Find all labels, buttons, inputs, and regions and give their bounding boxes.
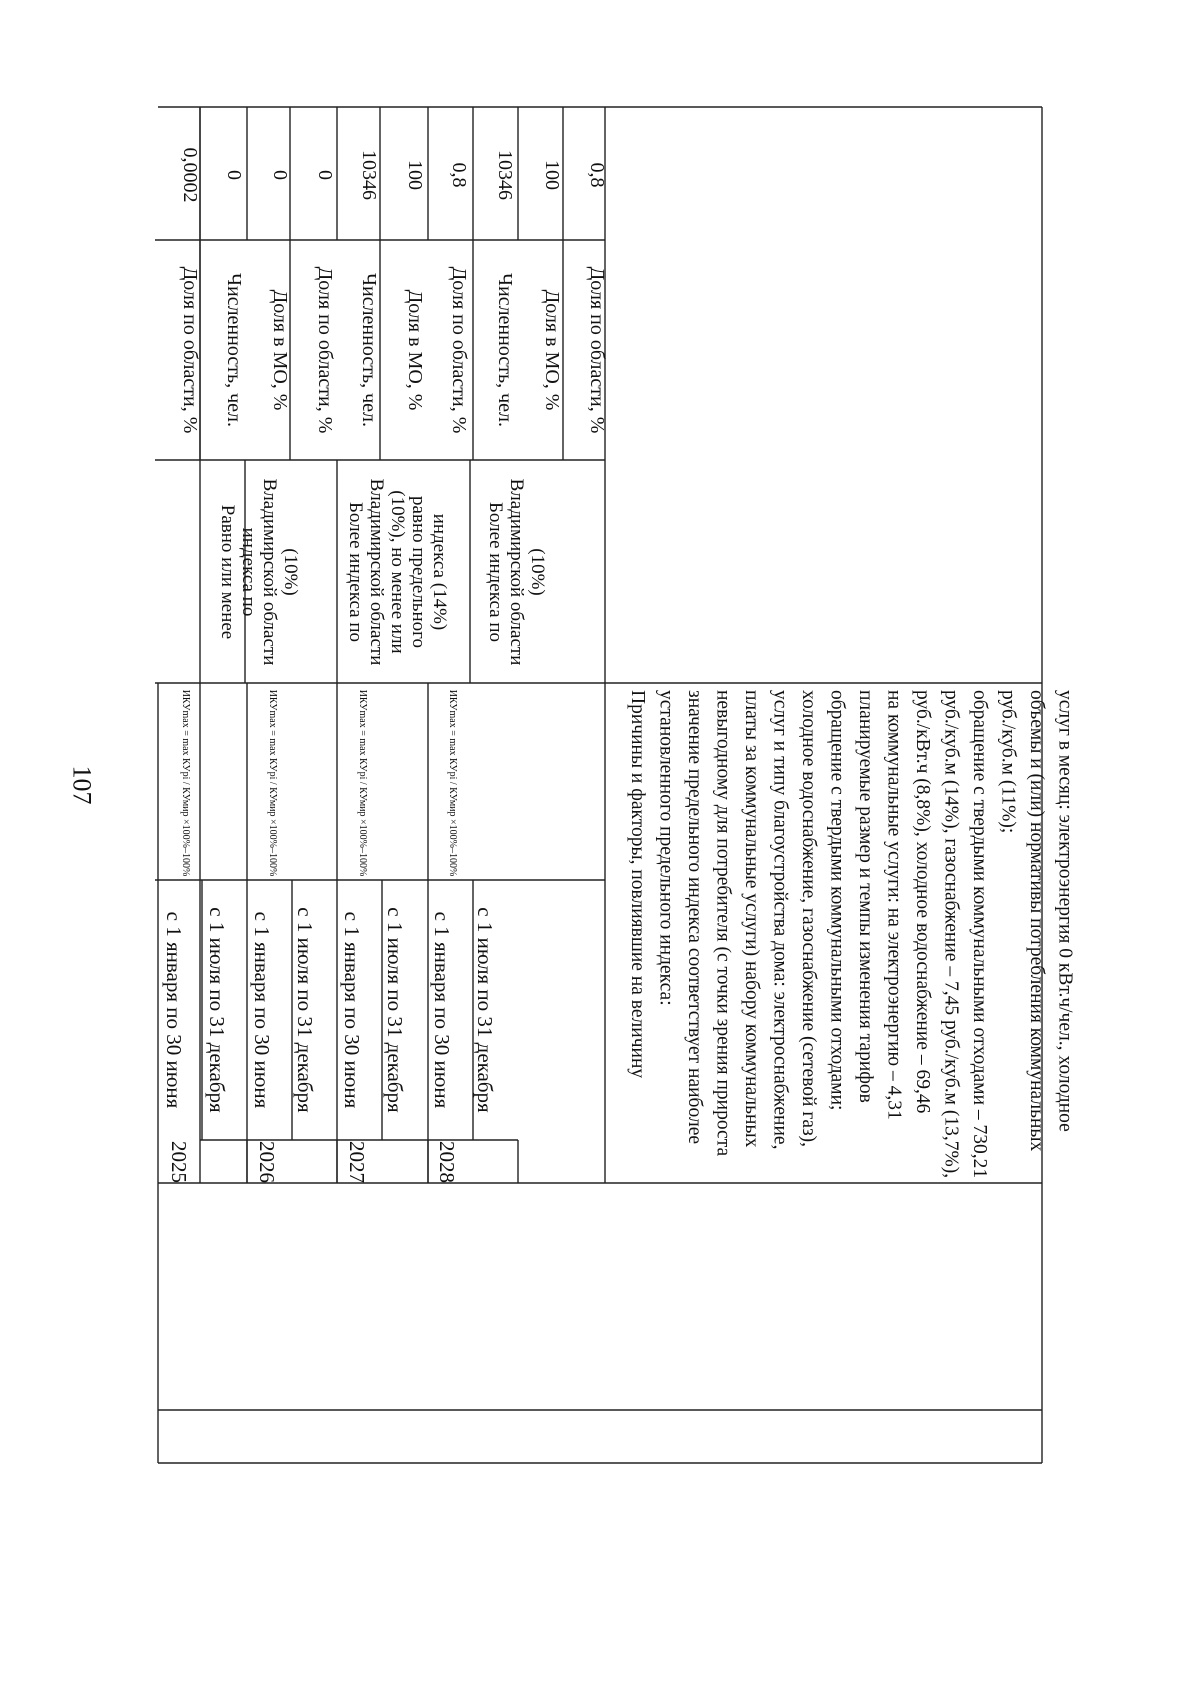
reasons-line: на коммунальные услуги: на электроэнергию – 4,31 — [883, 690, 905, 1120]
group-label: Владимирской области — [366, 478, 387, 666]
reasons-line: платы за коммунальные услуги) набору коммунальных — [741, 690, 762, 1148]
reasons-line: руб./кВт.ч (8,8%), холодное водоснабжение – 69,46 — [912, 690, 933, 1114]
reasons-line: Причины и факторы, повлиявшие на величину — [627, 690, 648, 1079]
formula: ИКУmax = max КУpi / КУмир ×100%–100% — [180, 689, 191, 877]
page-number: 107 — [67, 765, 97, 805]
row-value: 10346 — [494, 150, 516, 200]
row-label: Доля в МО, % — [404, 289, 426, 411]
period-second-half: с 1 июля по 31 декабря — [205, 907, 229, 1113]
group-label: индекса (14%) — [429, 513, 450, 631]
reasons-line: установленного предельного индекса: — [655, 690, 677, 1006]
group-label: индекса по — [238, 527, 259, 617]
year-2025: 2025 — [167, 1141, 191, 1183]
year-2028: 2028 — [435, 1141, 459, 1183]
reasons-line: значение предельного индекса соответствует наиболее — [684, 690, 705, 1145]
row-label: Численность, чел. — [358, 273, 380, 427]
row-value: 0 — [269, 170, 291, 180]
row-label: Доля по области, % — [179, 266, 201, 434]
period-second-half: с 1 июля по 31 декабря — [383, 907, 407, 1113]
row-value: 0,8 — [448, 162, 470, 188]
reasons-line: обращение с твердыми коммунальными отходами; — [826, 690, 848, 1111]
formula: ИКУmax = max КУpi / КУмир ×100%–100% — [357, 689, 368, 877]
formula: ИКУmax = max КУpi / КУмир ×100%–100% — [267, 689, 278, 877]
reasons-line: услуг в месяц: электроэнергия 0 кВт.ч/чел., холодное — [1054, 690, 1076, 1132]
year-2027: 2027 — [345, 1141, 369, 1183]
reasons-line: объемы и (или) нормативы потребления коммунальных — [1026, 690, 1047, 1152]
year-2026: 2026 — [255, 1141, 279, 1183]
row-label: Доля по области, % — [448, 266, 470, 434]
period-second-half: с 1 июля по 31 декабря — [473, 907, 497, 1113]
reasons-line: планируемые размер и темпы изменения тарифов — [855, 690, 876, 1103]
formula: ИКУmax = max КУpi / КУмир ×100%–100% — [447, 689, 458, 877]
row-value: 0 — [223, 170, 245, 180]
group-label: равно предельного — [408, 496, 429, 648]
group-label: (10%), но менее или — [387, 490, 408, 654]
row-label: Численность, чел. — [223, 273, 245, 427]
group-label: Более индекса по — [485, 502, 506, 642]
row-value: 0,8 — [586, 162, 608, 188]
row-label: Доля в МО, % — [541, 289, 563, 411]
row-value: 0 — [314, 170, 336, 180]
reasons-line: услуг и типу благоустройства дома: электроснабжение, — [769, 690, 791, 1150]
period-first-half: с 1 января по 30 июня — [340, 911, 364, 1109]
group-label: Владимирской области — [259, 478, 280, 666]
group-label: Более индекса по — [345, 502, 366, 642]
period-first-half: с 1 января по 30 июня — [250, 911, 274, 1109]
row-value: 100 — [541, 160, 563, 190]
reasons-line: невыгодному для потребителя (с точки зрения прироста — [712, 690, 734, 1157]
row-value: 100 — [404, 160, 426, 190]
period-first-half: с 1 января по 30 июня — [430, 911, 454, 1109]
reasons-line: обращение с твердыми коммунальными отходами – 730,21 — [969, 690, 990, 1179]
reasons-line: руб./куб.м (14%), газоснабжение – 7,45 руб./куб.м (13,7%), — [940, 690, 962, 1179]
group-label: Владимирской области — [506, 478, 527, 666]
row-label: Доля по области, % — [586, 266, 608, 434]
row-value: 10346 — [358, 150, 380, 200]
period-first-half: с 1 января по 30 июня — [162, 911, 186, 1109]
group-label: (10%) — [527, 548, 548, 596]
group-label: (10%) — [280, 548, 301, 596]
reasons-line: руб./куб.м (11%); — [997, 690, 1019, 834]
row-label: Численность, чел. — [494, 273, 516, 427]
group-label: Равно или менее — [217, 504, 238, 640]
row-label: Доля в МО, % — [269, 289, 291, 411]
reasons-line: холодное водоснабжение, газоснабжение (сетевой газ), — [798, 690, 819, 1148]
row-label: Доля по области, % — [314, 266, 336, 434]
period-second-half: с 1 июля по 31 декабря — [293, 907, 317, 1113]
row-value: 0,0002 — [179, 147, 201, 203]
